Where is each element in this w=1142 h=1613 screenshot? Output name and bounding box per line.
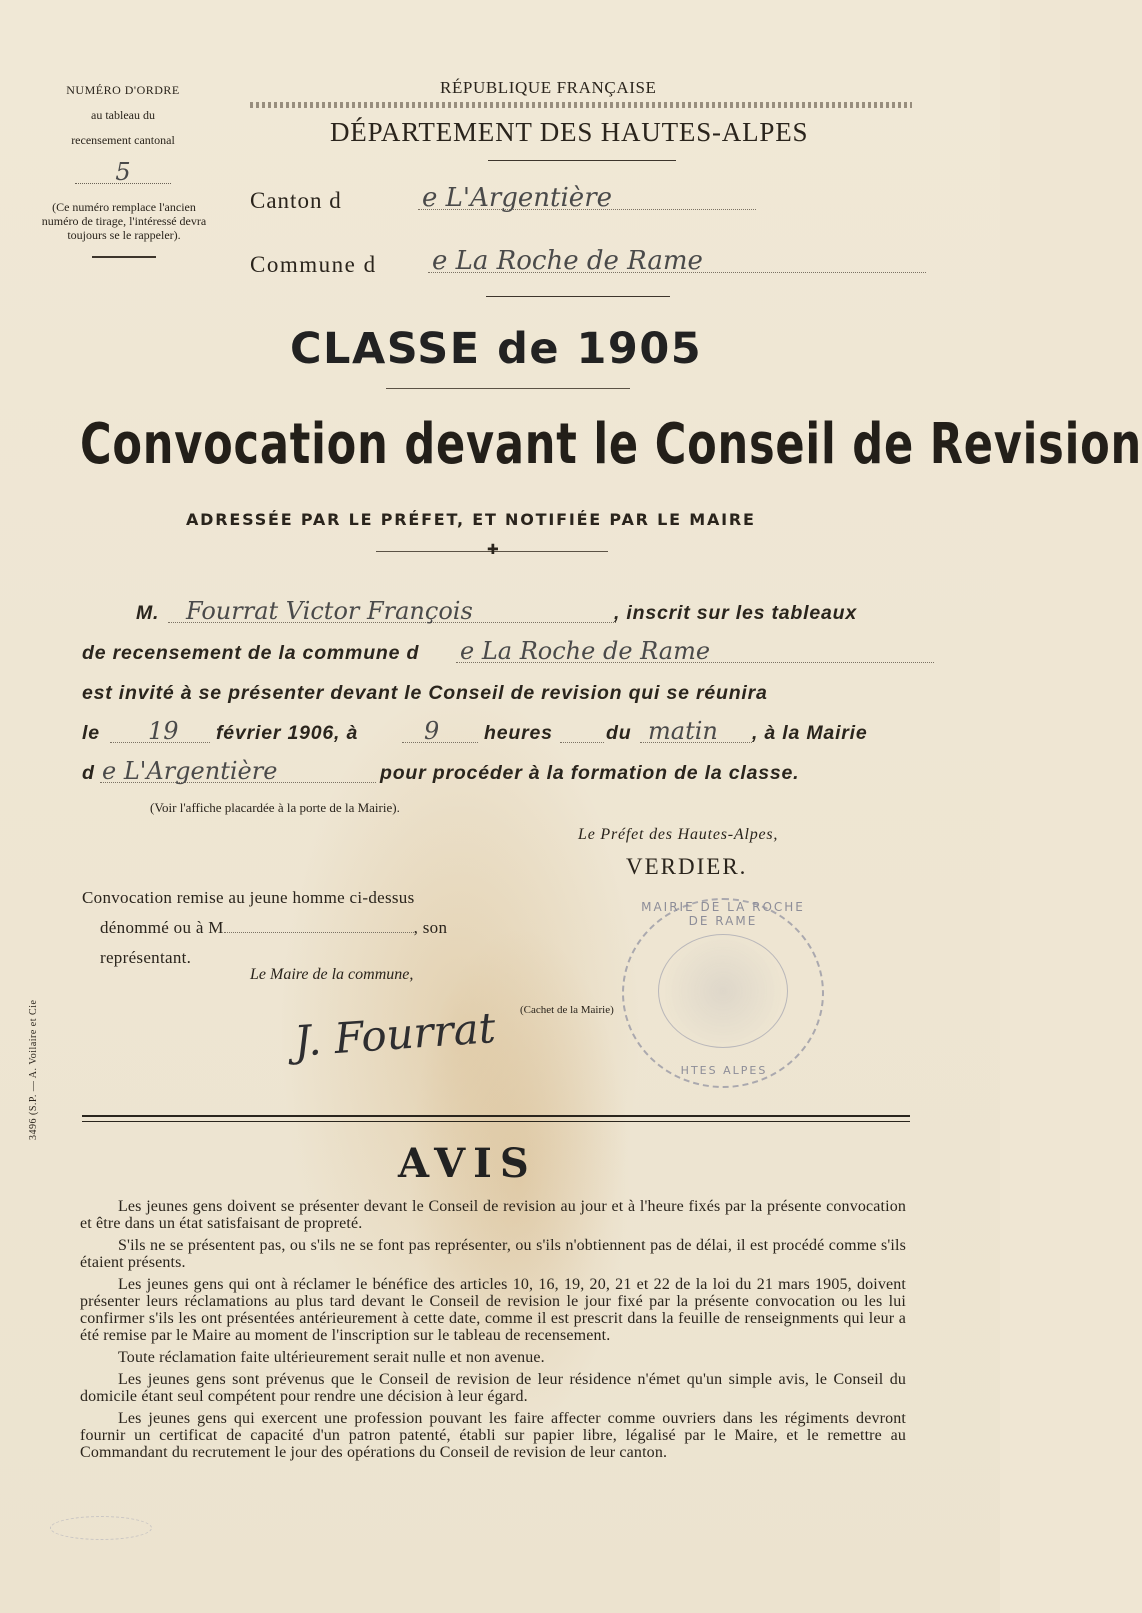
remise-line3: représentant. xyxy=(100,948,192,967)
mairie-value: e L'Argentière xyxy=(102,757,278,785)
canton-label: Canton d xyxy=(250,188,342,213)
day-field xyxy=(110,718,210,743)
period-value: matin xyxy=(648,717,718,745)
name-field xyxy=(168,598,616,623)
canton-field xyxy=(418,183,756,213)
avis-paragraph: Les jeunes gens doivent se présenter devant le Conseil de revision au jour et à l'heure fixés par la présente convocation et être dans un état satisfaisant de propreté. xyxy=(80,1198,906,1232)
stamp-text-bottom: HTES ALPES xyxy=(680,1064,768,1077)
commune-value: e La Roche de Rame xyxy=(432,246,703,276)
remise-block xyxy=(82,883,502,973)
divider xyxy=(82,1115,910,1117)
faded-stamp xyxy=(50,1516,152,1540)
name-value: Fourrat Victor François xyxy=(186,597,473,625)
fevrier-text: février 1906, à xyxy=(216,722,359,744)
avis-paragraph: Les jeunes gens qui exercent une profession pouvant les faire affecter comme ouvriers dans les régiments devront fournir un certificat de capacité d'un patron patenté, établi sur papier libre, légalisé par le Maire, et le remettre au Commandant du recrutement le jour des opérations du Conseil de revision de leur canton. xyxy=(80,1410,906,1461)
stamp-text-top: MAIRIE DE LA ROCHE DE RAME xyxy=(641,900,805,928)
departement-heading: DÉPARTEMENT DES HAUTES-ALPES xyxy=(330,117,809,147)
hour-field xyxy=(402,718,478,743)
avis-paragraph: Toute réclamation faite ultérieurement serait nulle et non avenue. xyxy=(118,1349,545,1366)
divider xyxy=(488,160,676,161)
du-field xyxy=(560,718,604,743)
order-number-value: 5 xyxy=(115,158,131,186)
order-number-note xyxy=(36,200,212,258)
mairie-text: , à la Mairie xyxy=(752,722,868,744)
recensement-text: de recensement de la commune d xyxy=(82,642,420,664)
avis-body xyxy=(80,1198,906,1461)
le-text: le xyxy=(82,722,100,744)
invite-text: est invité à se présenter devant le Conseil de revision qui se réunira xyxy=(82,682,768,704)
prefet-name: VERDIER. xyxy=(626,854,748,879)
period-field xyxy=(640,718,752,743)
document-title: Convocation devant le Conseil de Revision xyxy=(80,412,1142,477)
recensement-value: e La Roche de Rame xyxy=(460,637,711,665)
maire-label: Le Maire de la commune, xyxy=(250,966,414,983)
avis-paragraph: S'ils ne se présentent pas, ou s'ils ne se font pas représenter, ou s'ils n'obtiennent pas de délai, il est procédé comme s'ils étaient présents. xyxy=(80,1237,906,1271)
order-number-line2: au tableau du xyxy=(91,108,155,122)
classe-heading: CLASSE de 1905 xyxy=(290,324,703,374)
order-number-title: NUMÉRO D'ORDRE xyxy=(66,83,180,97)
cachet-label: (Cachet de la Mairie) xyxy=(520,1004,614,1016)
order-number-field xyxy=(75,158,171,186)
remise-line1: Convocation remise au jeune homme ci-dessus xyxy=(82,888,415,907)
prefet-title: Le Préfet des Hautes-Alpes, xyxy=(578,826,779,843)
ornament-divider xyxy=(386,388,630,389)
day-value: 19 xyxy=(148,717,179,745)
du-text: du xyxy=(606,722,632,744)
avis-heading: AVIS xyxy=(398,1140,537,1187)
order-number-note-text: (Ce numéro remplace l'ancien numéro de tirage, l'intéressé devra toujours se le rappeler). xyxy=(41,200,207,242)
d-label: d xyxy=(82,762,95,784)
commune-label: Commune d xyxy=(250,252,377,277)
remise-line2b: , son xyxy=(413,918,448,937)
voir-note: (Voir l'affiche placardée à la porte de la Mairie). xyxy=(150,800,400,815)
recensement-field xyxy=(456,638,934,663)
pour-text: pour procéder à la formation de la classe. xyxy=(380,762,800,784)
canton-value: e L'Argentière xyxy=(422,183,613,213)
stamp-emblem-icon xyxy=(658,934,788,1048)
divider xyxy=(82,1121,910,1122)
maire-signature: J. Fourrat xyxy=(292,1003,497,1066)
divider xyxy=(92,256,156,258)
order-number-line3: recensement cantonal xyxy=(71,133,175,147)
order-number-block xyxy=(40,78,206,184)
commune-field xyxy=(428,246,926,276)
republique-heading: RÉPUBLIQUE FRANÇAISE xyxy=(440,78,657,97)
document-subtitle: ADRESSÉE PAR LE PRÉFET, ET NOTIFIÉE PAR LE MAIRE xyxy=(186,510,756,529)
avis-paragraph: Les jeunes gens sont prévenus que le Conseil de revision de leur résidence n'émet qu'un simple avis, le Conseil du domicile étant seul compétent pour rendre une décision à leur égard. xyxy=(80,1371,906,1405)
mairie-field xyxy=(100,758,376,783)
remise-line2 xyxy=(82,913,502,943)
representant-field xyxy=(224,916,414,933)
cross-ornament-icon: ✚ xyxy=(487,543,499,558)
printer-mark: 3496 (S.P. — A. Voilaire et Cie xyxy=(28,999,39,1140)
m-label: M. xyxy=(136,602,160,624)
avis-paragraph: Les jeunes gens qui ont à réclamer le bénéfice des articles 10, 16, 19, 20, 21 et 22 de la loi du 21 mars 1905, doivent présenter leurs réclamations au plus tard devant le Conseil de revision le jour fixé par la présente convocation ou les lui confirmer s'ils les ont présentées antérieurement à cette date, comme il est prescrit dans la feuille de renseignments qui leur a été remise par le Maire au moment de l'inscription sur le tableau de recensement. xyxy=(80,1276,906,1344)
decorative-border xyxy=(250,102,912,108)
divider xyxy=(486,296,670,297)
inscrit-text: , inscrit sur les tableaux xyxy=(614,602,857,624)
remise-line2a: dénommé ou à M xyxy=(100,918,224,937)
heures-text: heures xyxy=(484,722,553,744)
hour-value: 9 xyxy=(424,717,440,745)
